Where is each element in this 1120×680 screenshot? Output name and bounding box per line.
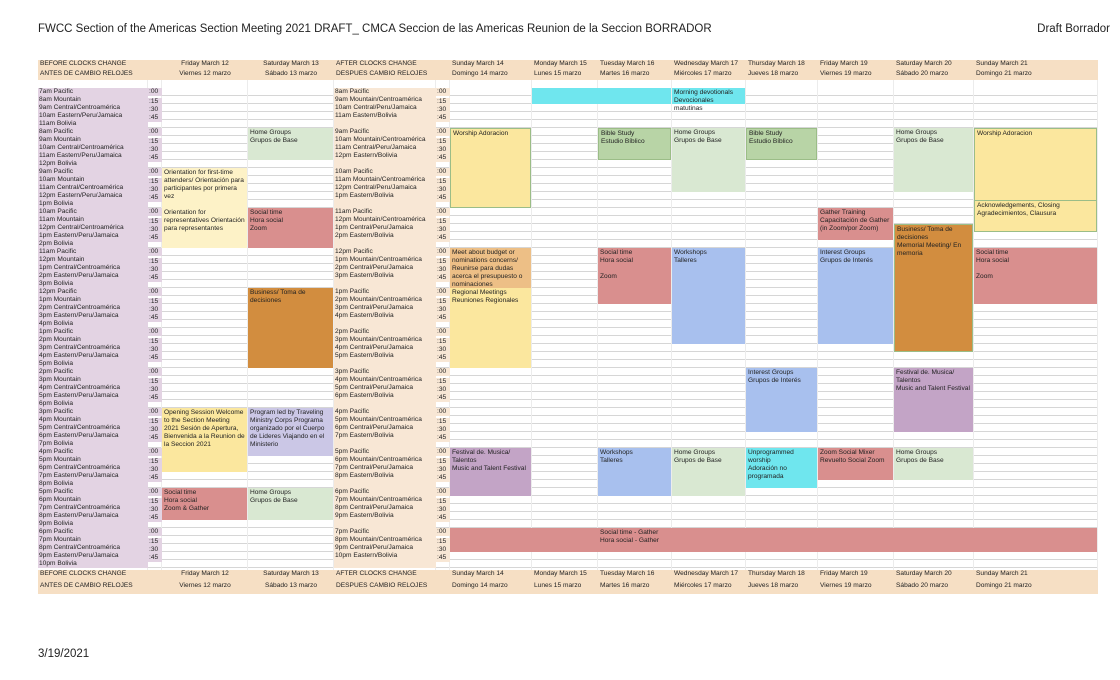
minute-label: :15 <box>436 458 450 466</box>
minute-label: :30 <box>436 386 450 394</box>
minute-label: :15 <box>436 498 450 506</box>
grid-row <box>38 520 1098 528</box>
minute-label: :30 <box>148 306 162 314</box>
minute-label: :00 <box>148 248 162 256</box>
minute-label: :30 <box>436 506 450 514</box>
day-header-en: Saturday March 13 <box>248 60 334 70</box>
day-header-en: Friday March 19 <box>818 60 894 70</box>
minute-label: :45 <box>436 354 450 362</box>
minute-label: :45 <box>148 354 162 362</box>
minute-label: :15 <box>148 338 162 346</box>
grid-row <box>38 120 1098 128</box>
after-clocks-change-label: AFTER CLOCKS CHANGE <box>334 60 436 70</box>
minute-label: :30 <box>148 226 162 234</box>
day-header-en: Friday March 19 <box>818 570 894 582</box>
minute-label: :15 <box>148 218 162 226</box>
minute-label: :00 <box>148 368 162 376</box>
minute-label: :00 <box>436 408 450 416</box>
event-sun-worship[interactable]: Worship Adoracion <box>450 128 531 208</box>
minute-label: :15 <box>148 458 162 466</box>
minute-label: :15 <box>436 138 450 146</box>
minute-label: :00 <box>436 88 450 96</box>
time-block-before: 10am Pacific 11am Mountain 12pm Central/Centroamérica 1pm Eastern/Peru/Jamaica 2pm Bolivia <box>38 208 148 248</box>
minute-label: :00 <box>436 168 450 176</box>
minute-label: :15 <box>436 338 450 346</box>
minute-label: :45 <box>436 434 450 442</box>
minute-label: :45 <box>148 474 162 482</box>
minute-label: :30 <box>436 266 450 274</box>
minute-label: :30 <box>436 106 450 114</box>
minute-label: :15 <box>148 538 162 546</box>
minute-label: :45 <box>148 194 162 202</box>
day-header-es: Sábado 20 marzo <box>894 70 974 80</box>
minute-label: :45 <box>148 274 162 282</box>
minute-label: :15 <box>148 418 162 426</box>
minute-label: :30 <box>148 426 162 434</box>
event-sat20-home-groups-evening[interactable]: Home Groups Grupos de Base <box>894 448 973 480</box>
day-header-en: Tuesday March 16 <box>598 60 672 70</box>
time-block-after: 2pm Pacific 3pm Mountain/Centroamérica 4pm Central/Peru/Jamaica 5pm Eastern/Bolivia <box>334 328 436 368</box>
minute-label: :30 <box>148 346 162 354</box>
event-gather-band[interactable] <box>450 528 1097 552</box>
day-header-es: Sábado 13 marzo <box>248 582 334 594</box>
minute-label: :15 <box>436 418 450 426</box>
time-block-before: 2pm Pacific 3pm Mountain 4pm Central/Centroamérica 5pm Eastern/Peru/Jamaica 6pm Bolivia <box>38 368 148 408</box>
day-header-en: Sunday March 14 <box>450 60 532 70</box>
minute-label: :30 <box>436 146 450 154</box>
day-header-es: Viernes 19 marzo <box>818 70 894 80</box>
minute-label: :30 <box>148 466 162 474</box>
day-header-es: Miércoles 17 marzo <box>672 70 746 80</box>
day-header-es: Domingo 21 marzo <box>974 582 1098 594</box>
day-header-es: Sábado 13 marzo <box>248 70 334 80</box>
event-sat20-festival[interactable]: Festival de. Musica/ Talentos Music and Talent Festival <box>894 368 973 432</box>
day-header-en: Saturday March 13 <box>248 570 334 582</box>
day-header-es: Sábado 20 marzo <box>894 582 974 594</box>
day-header-en: Sunday March 14 <box>450 570 532 582</box>
day-header-es: Viernes 12 marzo <box>162 70 248 80</box>
minute-label: :30 <box>436 466 450 474</box>
day-header-en: Saturday March 20 <box>894 60 974 70</box>
minute-label: :15 <box>148 138 162 146</box>
grid-row <box>38 360 1098 368</box>
before-clocks-change-label: BEFORE CLOCKS CHANGE <box>38 570 148 582</box>
minute-label: :30 <box>148 506 162 514</box>
day-header-en: Sunday March 21 <box>974 60 1098 70</box>
minute-label: :45 <box>436 194 450 202</box>
before-clocks-change-label: ANTES DE CAMBIO RELOJES <box>38 70 148 80</box>
day-header-en: Sunday March 21 <box>974 570 1098 582</box>
minute-label: :15 <box>436 178 450 186</box>
minute-label: :45 <box>436 114 450 122</box>
time-block-before: 12pm Pacific 1pm Mountain 2pm Central/Centroamérica 3pm Eastern/Peru/Jamaica 4pm Bolivia <box>38 288 148 328</box>
minute-label: :45 <box>436 274 450 282</box>
minute-label: :00 <box>436 328 450 336</box>
time-block-after: 5pm Pacific 6pm Mountain/Centroamérica 7pm Central/Peru/Jamaica 8pm Eastern/Bolivia <box>334 448 436 488</box>
day-header-es: Jueves 18 marzo <box>746 582 818 594</box>
day-header-en: Thursday March 18 <box>746 60 818 70</box>
time-block-after: 3pm Pacific 4pm Mountain/Centroamérica 5pm Central/Peru/Jamaica 6pm Eastern/Bolivia <box>334 368 436 408</box>
minute-label: :00 <box>436 128 450 136</box>
before-clocks-change-label: BEFORE CLOCKS CHANGE <box>38 60 148 70</box>
minute-label: :00 <box>436 528 450 536</box>
after-clocks-change-label: DESPUES CAMBIO RELOJES <box>334 582 436 594</box>
minute-label: :30 <box>148 106 162 114</box>
header-cell <box>436 60 450 80</box>
event-sun21-worship[interactable]: Worship Adoracion <box>974 128 1097 232</box>
minute-label: :15 <box>436 98 450 106</box>
event-sun14-festival[interactable]: Festival de. Musica/ Talentos Music and Talent Festival <box>450 448 531 496</box>
minute-label: :00 <box>436 208 450 216</box>
minute-label: :30 <box>148 266 162 274</box>
time-block-before: 8am Pacific 9am Mountain 10am Central/Centroamérica 11am Eastern/Peru/Jamaica 12pm Bolivia <box>38 128 148 168</box>
event-fri12-social-time[interactable]: Social time Hora social Zoom & Gather <box>162 488 247 520</box>
after-clocks-change-label: DESPUES CAMBIO RELOJES <box>334 70 436 80</box>
minute-label: :45 <box>148 554 162 562</box>
minute-label: :30 <box>148 186 162 194</box>
event-tue-gather[interactable]: Social time - Gather Hora social - Gather <box>598 528 671 552</box>
minute-label: :00 <box>436 368 450 376</box>
event-morning-devotionals-band[interactable] <box>532 88 671 104</box>
day-header-en: Thursday March 18 <box>746 570 818 582</box>
day-header-es: Viernes 12 marzo <box>162 582 248 594</box>
grid-row <box>38 112 1098 120</box>
time-block-after: 12pm Pacific 1pm Mountain/Centroamérica 2pm Central/Peru/Jamaica 3pm Eastern/Bolivia <box>334 248 436 288</box>
grid-column-line <box>1097 60 1098 594</box>
time-block-before: 6pm Pacific 7pm Mountain 8pm Central/Centroamérica 9pm Eastern/Peru/Jamaica 10pm Bolivia <box>38 528 148 568</box>
minute-label: :00 <box>148 448 162 456</box>
minute-label: :45 <box>148 514 162 522</box>
day-header-es: Jueves 18 marzo <box>746 70 818 80</box>
event-sat13-program[interactable]: Program led by Traveling Ministry Corps Programa organizado por el Cuerpo de Lideres Viajando en el Ministerio <box>248 408 333 456</box>
minute-label: :30 <box>436 186 450 194</box>
minute-label: :15 <box>436 258 450 266</box>
day-header-en: Tuesday March 16 <box>598 570 672 582</box>
event-fri12-opening[interactable]: Opening Session Welcome to the Section Meeting 2021 Sesión de Apertura, Bienvenida a la Reunion de la Seccion 2021 <box>162 408 247 472</box>
minute-label: :15 <box>148 378 162 386</box>
minute-label: :00 <box>436 288 450 296</box>
event-fri19-interest-groups[interactable]: Interest Groups Grupos de Interés <box>818 248 893 344</box>
event-fri19-gather-training[interactable]: Gather Training Capacitación de Gather (in Zoom/por Zoom) <box>818 208 893 240</box>
minute-label: :00 <box>436 488 450 496</box>
event-sat13-business[interactable]: Business/ Toma de decisiones <box>248 288 333 368</box>
minute-label: :30 <box>148 386 162 394</box>
day-header-es: Domingo 14 marzo <box>450 582 532 594</box>
minute-label: :45 <box>148 434 162 442</box>
day-header-es: Lunes 15 marzo <box>532 582 598 594</box>
grid-row <box>38 352 1098 360</box>
event-wed-home-groups[interactable]: Home Groups Grupos de Base <box>672 128 745 192</box>
time-block-after: 11am Pacific 12pm Mountain/Centroamérica 1pm Central/Peru/Jamaica 2pm Eastern/Bolivia <box>334 208 436 248</box>
day-header-es: Lunes 15 marzo <box>532 70 598 80</box>
day-header-es: Martes 16 marzo <box>598 70 672 80</box>
time-block-before: 7am Pacific 8am Mountain 9am Central/Centroamérica 10am Eastern/Peru/Jamaica 11am Bolivia <box>38 88 148 128</box>
time-block-after: 6pm Pacific 7pm Mountain/Centroamérica 8pm Central/Peru/Jamaica 9pm Eastern/Bolivia <box>334 488 436 528</box>
event-sun14-budget[interactable]: Meet about budget or nominations concerns/ Reunirse para dudas acerca el presupuesto o nominaciones <box>450 248 531 288</box>
time-block-before: 4pm Pacific 5pm Mountain 6pm Central/Centroamérica 7pm Eastern/Peru/Jamaica 8pm Bolivia <box>38 448 148 488</box>
event-sat20-home-groups[interactable]: Home Groups Grupos de Base <box>894 128 973 192</box>
after-clocks-change-label: AFTER CLOCKS CHANGE <box>334 570 436 582</box>
minute-label: :30 <box>436 546 450 554</box>
minute-label: :15 <box>148 258 162 266</box>
event-morning-devotionals[interactable]: Morning devotionals Devocionales matutinas <box>672 88 745 104</box>
minute-label: :15 <box>436 298 450 306</box>
minute-label: :30 <box>436 226 450 234</box>
minute-label: :15 <box>148 498 162 506</box>
time-block-after: 4pm Pacific 5pm Mountain/Centroamérica 6pm Central/Peru/Jamaica 7pm Eastern/Bolivia <box>334 408 436 448</box>
event-sat20-business[interactable]: Business/ Toma de decisiones Memorial Meeting/ En memoria <box>894 224 973 352</box>
day-header-es: Miércoles 17 marzo <box>672 582 746 594</box>
event-sun21-social-time[interactable]: Social time Hora social Zoom <box>974 248 1097 304</box>
minute-label: :45 <box>148 154 162 162</box>
day-header-es: Martes 16 marzo <box>598 582 672 594</box>
minute-label: :00 <box>436 248 450 256</box>
minute-label: :30 <box>436 306 450 314</box>
event-sun14-regional[interactable]: Regional Meetings Reuniones Regionales <box>450 288 531 368</box>
day-header-en: Saturday March 20 <box>894 570 974 582</box>
event-sat13-social-time[interactable]: Social time Hora social Zoom <box>248 208 333 248</box>
minute-label: :15 <box>148 298 162 306</box>
minute-label: :45 <box>436 394 450 402</box>
grid-row <box>38 480 1098 488</box>
day-header-en: Friday March 12 <box>162 60 248 70</box>
time-block-after: 9am Pacific 10am Mountain/Centroamérica 11am Central/Peru/Jamaica 12pm Eastern/Bolivia <box>334 128 436 168</box>
time-block-before: 1pm Pacific 2pm Mountain 3pm Central/Centroamérica 4pm Eastern/Peru/Jamaica 5pm Bolivia <box>38 328 148 368</box>
time-block-after: 10am Pacific 11am Mountain/Centroamérica 12pm Central/Peru/Jamaica 1pm Eastern/Bolivia <box>334 168 436 208</box>
minute-label: :30 <box>436 346 450 354</box>
minute-label: :00 <box>148 128 162 136</box>
event-tue-workshops[interactable]: Workshops Talleres <box>598 448 671 496</box>
minute-label: :45 <box>148 114 162 122</box>
day-header-en: Friday March 12 <box>162 570 248 582</box>
day-header-es: Viernes 19 marzo <box>818 582 894 594</box>
event-sat13-home-groups[interactable]: Home Groups Grupos de Base <box>248 128 333 160</box>
before-clocks-change-label: ANTES DE CAMBIO RELOJES <box>38 582 148 594</box>
day-header-es: Domingo 21 marzo <box>974 70 1098 80</box>
day-header-en: Wednesday March 17 <box>672 570 746 582</box>
grid-column-line <box>531 60 532 594</box>
time-block-after: 7pm Pacific 8pm Mountain/Centroamérica 9pm Central/Peru/Jamaica 10pm Eastern/Bolivia <box>334 528 436 568</box>
minute-label: :30 <box>436 426 450 434</box>
minute-label: :45 <box>436 554 450 562</box>
minute-label: :45 <box>148 234 162 242</box>
event-sun21-closing[interactable]: Acknowledgements, Closing Agradecimientos, Clausura <box>974 200 1097 232</box>
minute-label: :45 <box>436 314 450 322</box>
minute-label: :45 <box>148 394 162 402</box>
day-header-en: Wednesday March 17 <box>672 60 746 70</box>
document-title: FWCC Section of the Americas Section Meeting 2021 DRAFT_ CMCA Seccion de las Americas Reunion de la Seccion BORRADOR <box>38 23 712 35</box>
event-thu-interest-groups[interactable]: Interest Groups Grupos de Interés <box>746 368 817 432</box>
grid-row <box>38 552 1098 560</box>
minute-label: :30 <box>148 546 162 554</box>
minute-label: :00 <box>148 488 162 496</box>
event-thu-unprogrammed[interactable]: Unprogrammed worship Adoración no programada <box>746 448 817 488</box>
event-tue-social-time[interactable]: Social time Hora social Zoom <box>598 248 671 304</box>
minute-label: :00 <box>148 88 162 96</box>
event-fri19-zoom-mixer[interactable]: Zoom Social Mixer Revuelto Social Zoom <box>818 448 893 480</box>
minute-label: :00 <box>148 528 162 536</box>
minute-label: :15 <box>148 98 162 106</box>
minute-label: :00 <box>148 168 162 176</box>
time-block-before: 5pm Pacific 6pm Mountain 7pm Central/Centroamérica 8pm Eastern/Peru/Jamaica 9pm Bolivia <box>38 488 148 528</box>
minute-label: :45 <box>436 474 450 482</box>
minute-label: :15 <box>436 378 450 386</box>
grid-row <box>38 560 1098 568</box>
header-cell <box>148 570 162 594</box>
event-wed-home-groups-evening[interactable]: Home Groups Grupos de Base <box>672 448 745 496</box>
time-block-before: 9am Pacific 10am Mountain 11am Central/Centroamérica 12pm Eastern/Peru/Jamaica 1pm Bolivia <box>38 168 148 208</box>
draft-label: Draft Borrador <box>1037 23 1110 35</box>
time-block-before: 11am Pacific 12pm Mountain 1pm Central/Centroamérica 2pm Eastern/Peru/Jamaica 3pm Bolivia <box>38 248 148 288</box>
time-block-before: 3pm Pacific 4pm Mountain 5pm Central/Centroamérica 6pm Eastern/Peru/Jamaica 7pm Bolivia <box>38 408 148 448</box>
minute-label: :00 <box>148 408 162 416</box>
header-cell <box>436 570 450 594</box>
minute-label: :45 <box>148 314 162 322</box>
header-cell <box>148 60 162 80</box>
schedule-grid <box>38 60 1098 590</box>
day-header-es: Domingo 14 marzo <box>450 70 532 80</box>
minute-label: :15 <box>436 218 450 226</box>
document-date: 3/19/2021 <box>38 648 90 660</box>
minute-label: :00 <box>148 288 162 296</box>
event-fri12-orientation-first[interactable]: Orientation for first-time attenders/ Orientación para participantes por primera vez <box>162 168 247 208</box>
event-thu-bible-study[interactable]: Bible Study Estudio Bíblico <box>746 128 817 160</box>
minute-label: :30 <box>148 146 162 154</box>
event-fri12-orientation-reps[interactable]: Orientation for representatives Orientación para representantes <box>162 208 247 248</box>
day-header-en: Monday March 15 <box>532 570 598 582</box>
minute-label: :45 <box>436 234 450 242</box>
minute-label: :45 <box>436 514 450 522</box>
day-header-en: Monday March 15 <box>532 60 598 70</box>
minute-label: :00 <box>148 328 162 336</box>
minute-label: :15 <box>436 538 450 546</box>
event-sat13-home-groups-evening[interactable]: Home Groups Grupos de Base <box>248 488 333 520</box>
minute-label: :15 <box>148 178 162 186</box>
minute-label: :45 <box>436 154 450 162</box>
minute-label: :00 <box>436 448 450 456</box>
grid-row <box>38 104 1098 112</box>
time-block-after: 8am Pacific 9am Mountain/Centroamérica 10am Central/Peru/Jamaica 11am Eastern/Bolivia <box>334 88 436 128</box>
event-tue-bible-study[interactable]: Bible Study Estudio Bíblico <box>598 128 671 160</box>
time-block-after: 1pm Pacific 2pm Mountain/Centroamérica 3pm Central/Peru/Jamaica 4pm Eastern/Bolivia <box>334 288 436 328</box>
event-wed-workshops[interactable]: Workshops Talleres <box>672 248 745 344</box>
minute-label: :00 <box>148 208 162 216</box>
